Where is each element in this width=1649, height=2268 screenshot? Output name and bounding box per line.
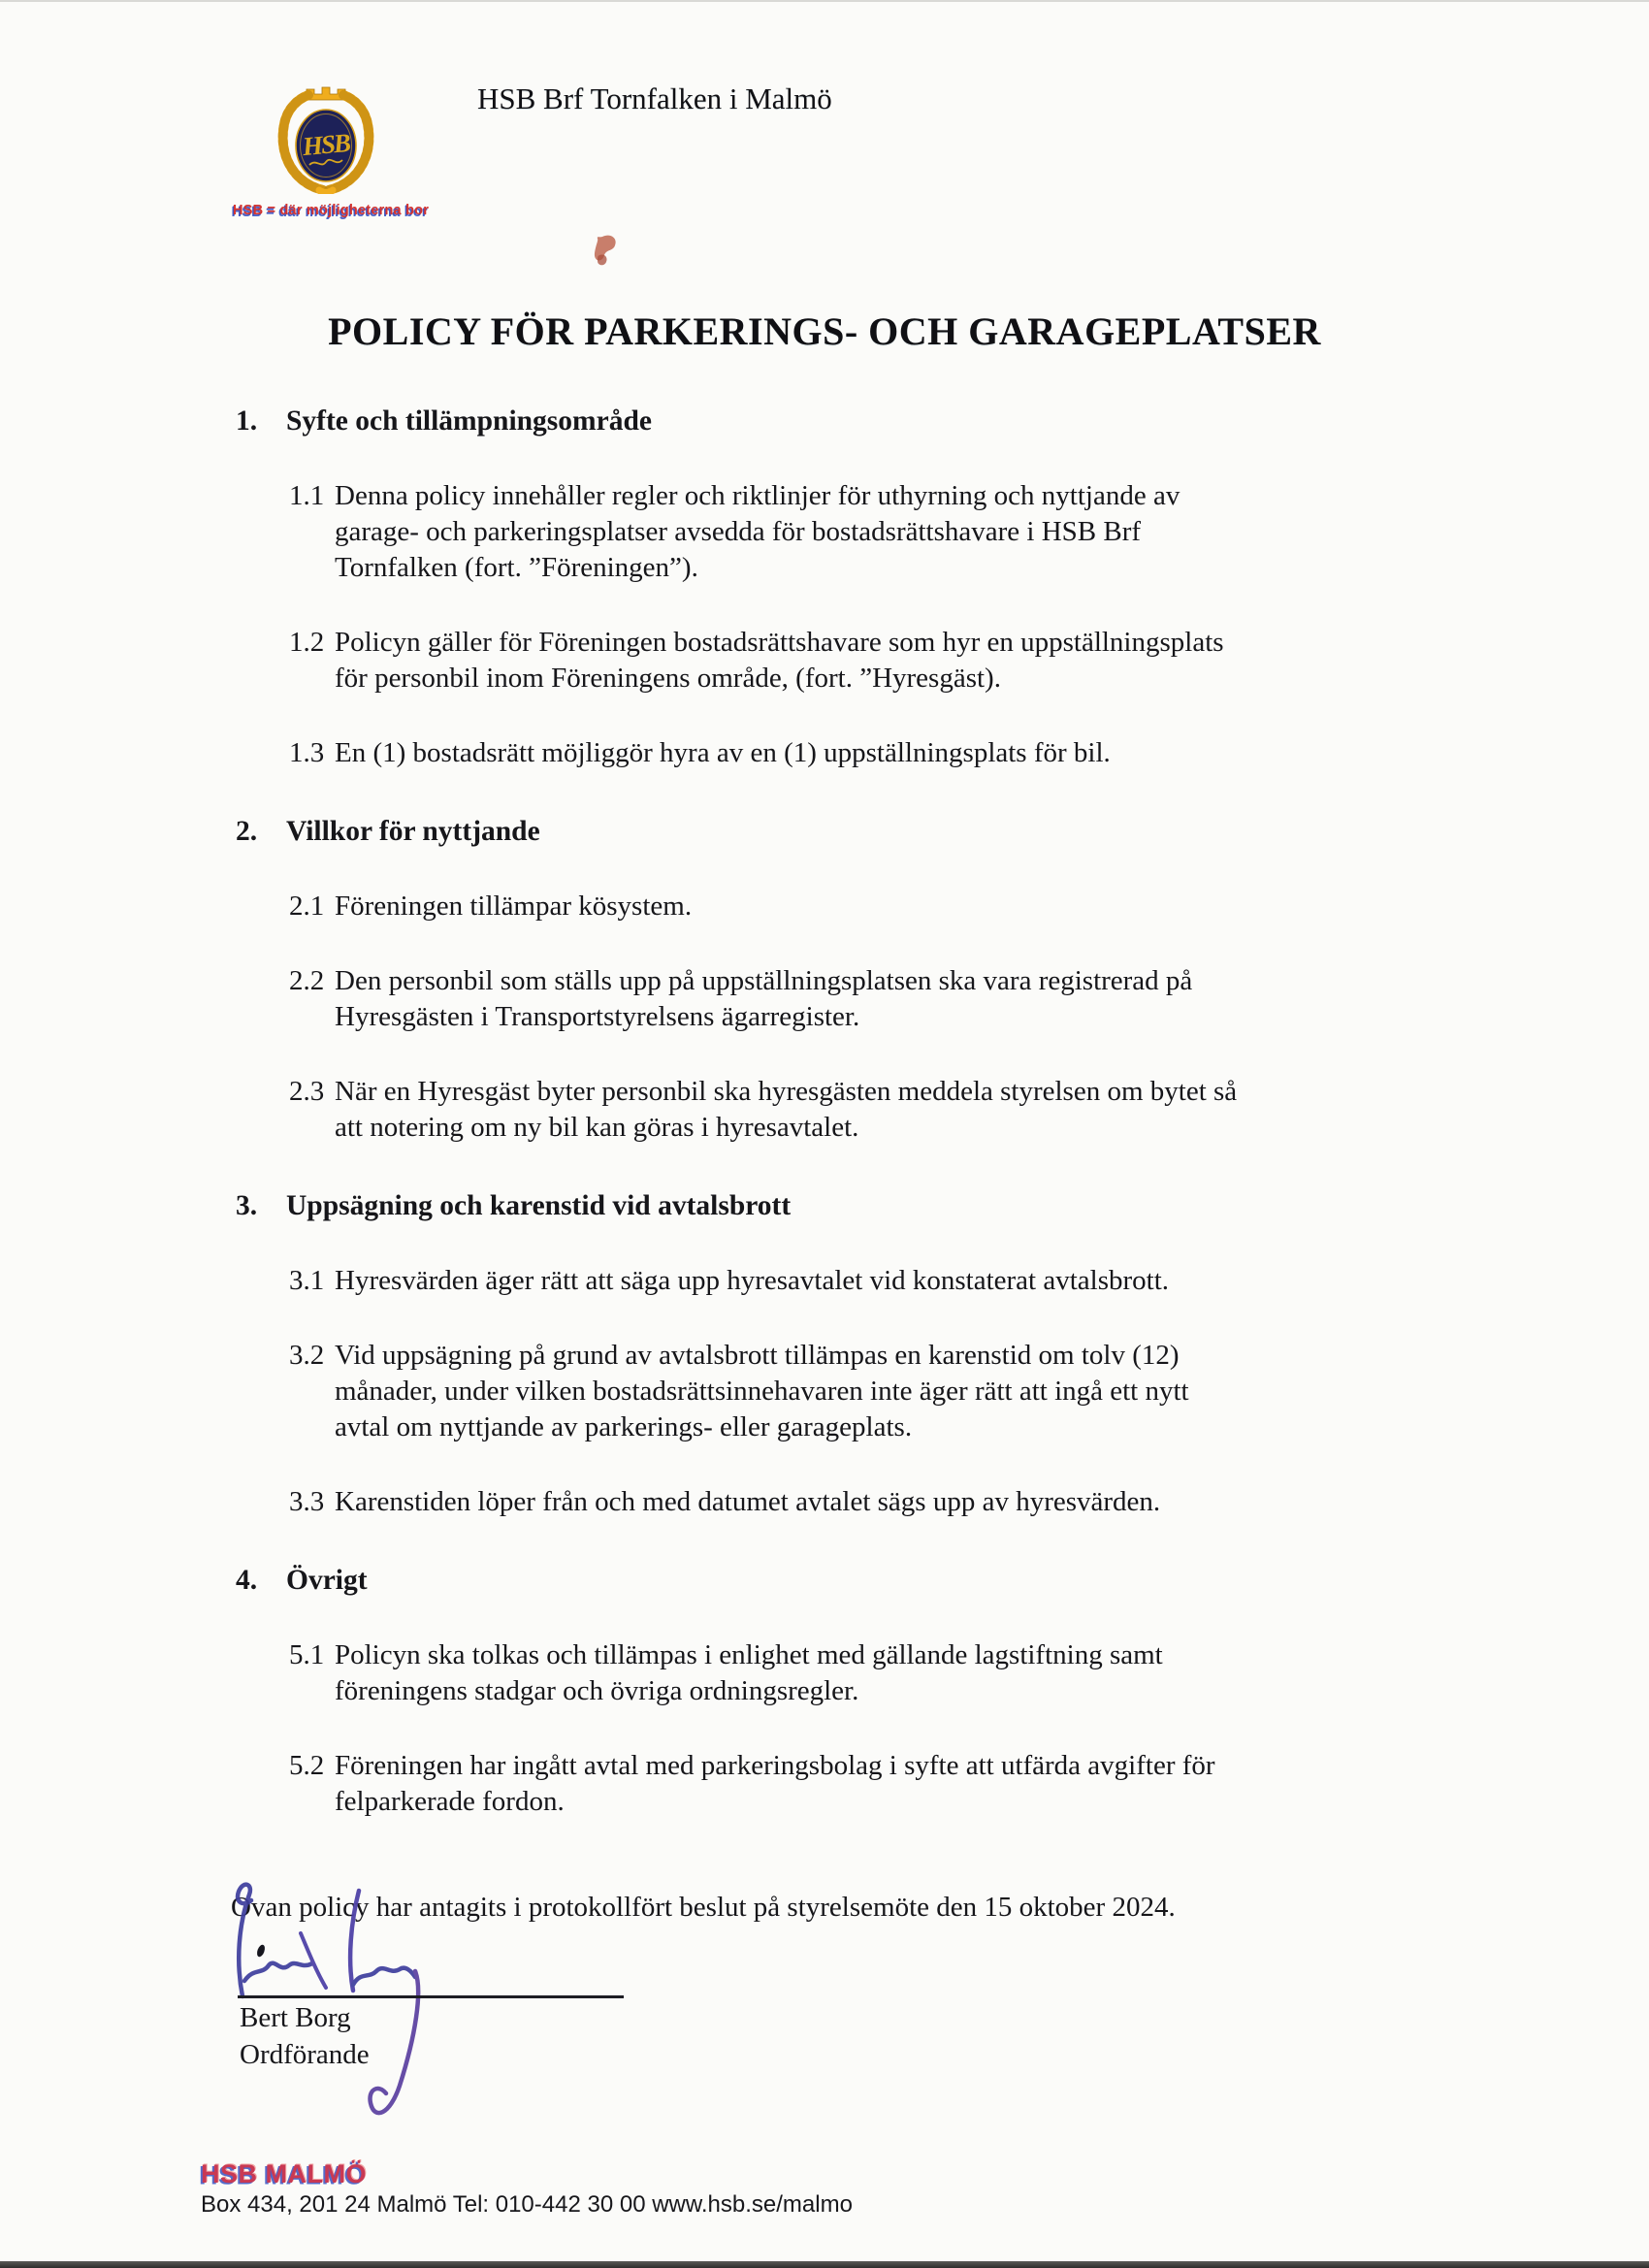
document-title: POLICY FÖR PARKERINGS- OCH GARAGEPLATSER [328,309,1321,353]
scan-edge-top [0,0,1649,2]
item-text: Policyn ska tolkas och tillämpas i enlighet med gällande lagstiftning samt föreningens stadgar och övriga ordningsregler. [335,1639,1163,1706]
scan-edge-bottom [0,2261,1649,2268]
section-number: 3. [236,1190,258,1221]
item-text: När en Hyresgäst byter personbil ska hyresgästen meddela styrelsen om bytet så att notering om ny bil kan göras i hyresavtalet. [335,1076,1238,1143]
footer-address: Box 434, 201 24 Malmö Tel: 010-442 30 00 www.hsb.se/malmo [201,2191,853,2218]
signer-name: Bert Borg [240,2002,351,2033]
hsb-monogram: HSB [301,127,351,162]
section-number: 2. [236,816,258,847]
policy-item [289,1263,1649,1299]
policy-item [289,735,1649,771]
item-number: 2.1 [289,891,325,922]
section-heading [236,404,1649,439]
item-text: Den personbil som ställs upp på uppställningsplatsen ska vara registrerad på Hyresgästen i Transportstyrelsens ägarregister. [335,965,1193,1032]
item-text: Policyn gäller för Föreningen bostadsrättshavare som hyr en uppställningsplats för personbil inom Föreningens område, (fort. ”Hyresgäst). [335,627,1224,694]
item-text: Karenstiden löper från och med datumet avtalet sägs upp av hyresvärden. [335,1486,1161,1517]
item-number: 1.2 [289,627,325,658]
signer-title: Ordförande [240,2039,370,2070]
item-number: 5.1 [289,1639,325,1670]
item-number: 3.2 [289,1340,325,1371]
policy-item [289,1637,1649,1709]
section-heading-text: Villkor för nyttjande [286,816,540,847]
section-heading-text: Syfte och tillämpningsområde [286,405,652,437]
ink-smudge [586,229,632,274]
item-number: 2.3 [289,1076,325,1107]
section-heading [236,1188,1649,1224]
section-heading-text: Uppsägning och karenstid vid avtalsbrott [286,1190,792,1221]
policy-item [289,1748,1649,1820]
policy-item [289,1338,1649,1445]
section-number: 4. [236,1565,258,1596]
item-text: Vid uppsägning på grund av avtalsbrott tillämpas en karenstid om tolv (12) månader, under vilken bostadsrättsinnehavaren inte äger rätt att ingå ett nytt avtal om nyttjande av parkerings- eller garageplats. [335,1340,1189,1442]
signature-line [238,1995,624,1998]
policy-item [289,625,1649,697]
item-number: 5.2 [289,1750,325,1781]
footer-org-name: HSB MALMÖ [201,2159,367,2188]
policy-item [289,478,1649,586]
section-heading-text: Övrigt [286,1565,368,1596]
item-text: Föreningen har ingått avtal med parkeringsbolag i syfte att utfärda avgifter för felparkerade fordon. [335,1750,1215,1817]
policy-item [289,1074,1649,1146]
item-number: 1.3 [289,737,325,768]
policy-item [289,963,1649,1035]
org-name: HSB Brf Tornfalken i Malmö [477,81,832,115]
hsb-tagline: HSB = där möjligheterna bor [233,202,430,218]
section-number: 1. [236,405,258,437]
item-text: Föreningen tillämpar kösystem. [335,891,693,922]
item-number: 2.2 [289,965,325,996]
adoption-statement: Ovan policy har antagits i protokollfört beslut på styrelsemöte den 15 oktober 2024. [231,1892,1176,1923]
document-body [0,404,1649,1820]
policy-item [289,889,1649,924]
section-heading [236,814,1649,850]
item-number: 1.1 [289,480,325,511]
item-text: Hyresvärden äger rätt att säga upp hyresavtalet vid konstaterat avtalsbrott. [335,1265,1170,1296]
section-heading [236,1563,1649,1599]
item-number: 3.3 [289,1486,325,1517]
item-text: Denna policy innehåller regler och riktlinjer för uthyrning och nyttjande av garage- och parkeringsplatser avsedda för bostadsrättshavare i HSB Brf Tornfalken (fort. ”Föreningen”). [335,480,1180,583]
item-number: 3.1 [289,1265,325,1296]
hsb-logo-icon [275,83,377,194]
item-text: En (1) bostadsrätt möjliggör hyra av en (1) uppställningsplats för bil. [335,737,1111,768]
policy-item [289,1484,1649,1520]
